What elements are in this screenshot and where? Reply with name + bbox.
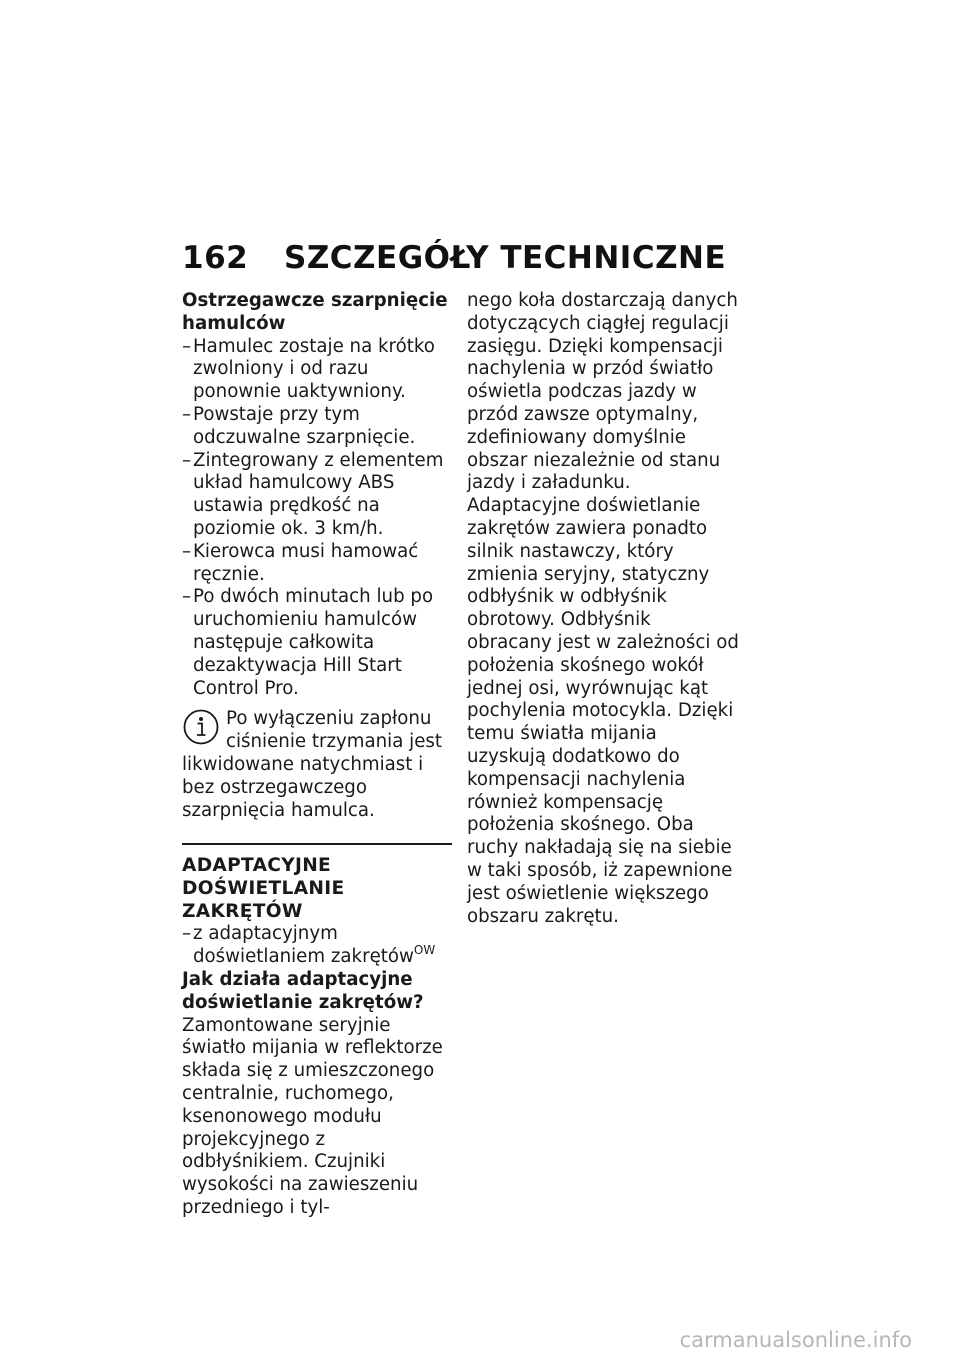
equipment-text: z adaptacyjnym doświetlaniem zakrętów <box>193 923 414 968</box>
right-column <box>467 290 739 928</box>
paragraph: Zamontowane seryjnie światło mijania w reflektorze składa się z umieszczonego centralnie, ruchomego, ksenonowego modułu projekcyjnego z odbłyśnikiem. Czujniki wysokości na zawieszeniu przedniego i tyl- <box>182 1014 443 1218</box>
paragraph: Adaptacyjne doświetlanie zakrętów zawiera ponadto silnik nastawczy, który zmienia seryjny, statyczny odbłyśnik w odbłyśnik obrotowy. Odbłyśnik obracany jest w zależności od położenia skośnego wokół jednej osi, wyrównując kąt pochylenia motocykla. Dzięki temu światła mijania uzyskują dodatkowo do kompensacji nachylenia również kompensację położenia skośnego. Oba ruchy nakładają się na siebie w taki sposób, iż zapewnione jest oświetlenie większego obszaru zakrętu. <box>467 495 739 927</box>
watermark: carmanualsonline.info <box>679 1328 912 1352</box>
section-heading: ADAPTACYJNE DOŚWIETLANIE ZAKRĘTÓW <box>182 855 345 923</box>
page-header <box>182 240 726 284</box>
note-line: Po wyłączeniu zapłonu <box>226 708 432 730</box>
chapter-title: SZCZEGÓŁY TECHNICZNE <box>284 240 727 276</box>
left-column <box>182 290 452 1220</box>
page-number: 162 <box>182 240 249 276</box>
equipment-list <box>182 923 452 969</box>
list-item: – Powstaje przy tym odczuwalne szarpnięcie. <box>182 404 452 450</box>
note-text: likwidowane natychmiast i bez ostrzegawczego szarpnięcia hamulca. <box>182 753 424 821</box>
subheading-brake-jerk: Ostrzegawcze szarpnięcie hamulców <box>182 290 448 334</box>
list-item: – Hamulec zostaje na krótko zwolniony i od razu ponownie uaktywniony. <box>182 336 452 404</box>
list-item: – Zintegrowany z elementem układ hamulcowy ABS ustawia prędkość na poziomie ok. 3 km/h. <box>182 450 452 541</box>
paragraph: nego koła dostarczają danych dotyczących ciągłej regulacji zasięgu. Dzięki kompensacji nachylenia w przód światło oświetla podczas jazdy w przód zawsze optymalny, zdefiniowany domyślnie obszar niezależnie od stanu jazdy i załadunku. <box>467 290 738 494</box>
note-line: ciśnienie trzymania jest <box>226 731 442 753</box>
list-item: – Kierowca musi hamować ręcznie. <box>182 541 452 587</box>
list-item <box>182 923 452 969</box>
info-note <box>182 708 452 822</box>
list-item: – Po dwóch minutach lub po uruchomieniu hamulców następuje całkowita dezaktywacja Hill Start Control Pro. <box>182 586 452 700</box>
brake-jerk-list <box>182 336 452 701</box>
subheading-how-it-works: Jak działa adaptacyjne doświetlanie zakrętów? <box>182 968 424 1013</box>
section-divider <box>182 843 452 845</box>
info-icon <box>182 708 222 748</box>
equipment-code: OW <box>413 943 436 958</box>
